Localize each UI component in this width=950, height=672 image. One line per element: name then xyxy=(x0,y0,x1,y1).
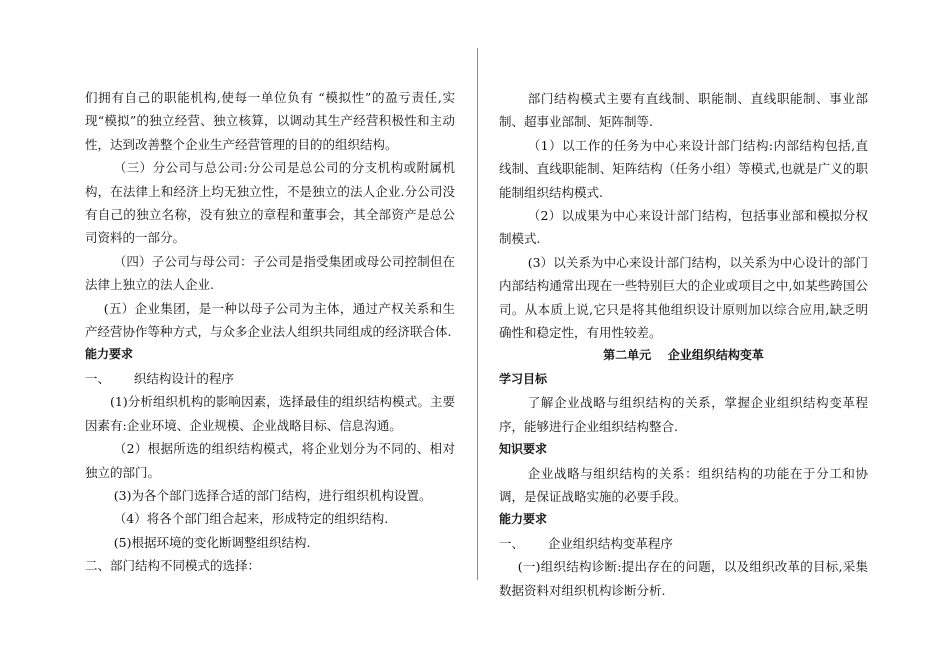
paragraph-task-centered: （1）以工作的任务为中心来设计部门结构:内部结构包括,直线制、直线职能制、矩阵结构（任务小组）等模式,也就是广义的职能制组织结构模式. xyxy=(499,137,868,200)
paragraph-learning-goals: 了解企业战略与组织结构的关系，掌握企业组织结构变革程序，能够进行企业组织结构整合. xyxy=(499,395,868,434)
paragraph-subsidiary: （四）子公司与母公司：子公司是指受集团或母公司控制但在法律上独立的法人企业. xyxy=(85,253,455,293)
heading-learning-goals: 学习目标 xyxy=(499,371,548,386)
right-column xyxy=(499,87,868,602)
paragraph-relation-centered: (3）以关系为中心来设计部门结构，以关系为中心设计的部门内部结构通常出现在一些特别巨大的企业或项目之中,如某些跨国公司。从本质上说,它只是将其他组织设计原则加以综合应用,缺乏明确性和稳定性，有用性较差。 xyxy=(499,254,868,341)
paragraph-department-models: 部门结构模式主要有直线制、职能制、直线职能制、事业部制、超事业部制、矩阵制等. xyxy=(499,91,868,130)
section-department-models: 二、部门结构不同模式的选择： xyxy=(85,558,261,574)
step-divide-departments: （2）根据所选的组织结构模式，将企业划分为不同的、相对独立的部门。 xyxy=(85,441,455,480)
section-change-procedure: 一、 企业组织结构变革程序 xyxy=(499,535,673,551)
unit-title: 第二单元 企业组织结构变革 xyxy=(603,348,764,363)
heading-ability-requirements-2: 能力要求 xyxy=(499,512,548,527)
step-combine-departments: （4）将各个部门组合起来，形成特定的组织结构. xyxy=(113,511,389,527)
paragraph-enterprise-group: (五）企业集团，是一种以母子公司为主体，通过产权关系和生产经营协作等种方式，与众多企业法人组织共同组成的经济联合体. xyxy=(85,300,455,340)
column-divider xyxy=(477,48,478,580)
left-column xyxy=(85,86,455,578)
heading-knowledge-requirements: 知识要求 xyxy=(499,442,548,457)
paragraph-knowledge: 企业战略与组织结构的关系：组织结构的功能在于分工和协调，是保证战略实施的必要手段。 xyxy=(499,465,868,504)
step-choose-structure: (3)为各个部门选择合适的部门结构，进行组织机构设置。 xyxy=(113,487,432,503)
paragraph-branch-company: （三）分公司与总公司:分公司是总公司的分支机构或附属机构，在法律上和经济上均无独立性，不是独立的法人企业.分公司没有自己的独立名称，没有独立的章程和董事会，其全部资产是总公司资料的一部分。 xyxy=(85,160,455,246)
paragraph-model-simulation: 们拥有自己的职能机构,使每一单位负有 “模拟性”的盈亏责任,实现“模拟”的独立经营、独立核算，以调动其生产经营积极性和主动性，达到改善整个企业生产经营管理的目的的组织结构。 xyxy=(85,90,455,152)
section-design-procedure: 一、 织结构设计的程序 xyxy=(85,370,234,386)
step-adjust-structure: (5)根据环境的变化断调整组织结构. xyxy=(113,534,311,550)
step-analyze-factors: (1)分析组织机构的影响因素，选择最佳的组织结构模式。主要因素有:企业环境、企业规模、企业战略目标、信息沟通。 xyxy=(85,394,455,433)
step-structure-diagnosis: (一)组织结构诊断:提出存在的问题，以及组织改革的目标,采集数据资料对组织机构诊断分析. xyxy=(499,559,868,598)
paragraph-result-centered: （2）以成果为中心来设计部门结构，包括事业部和模拟分权制模式. xyxy=(499,208,868,247)
heading-ability-requirements: 能力要求 xyxy=(85,347,134,362)
